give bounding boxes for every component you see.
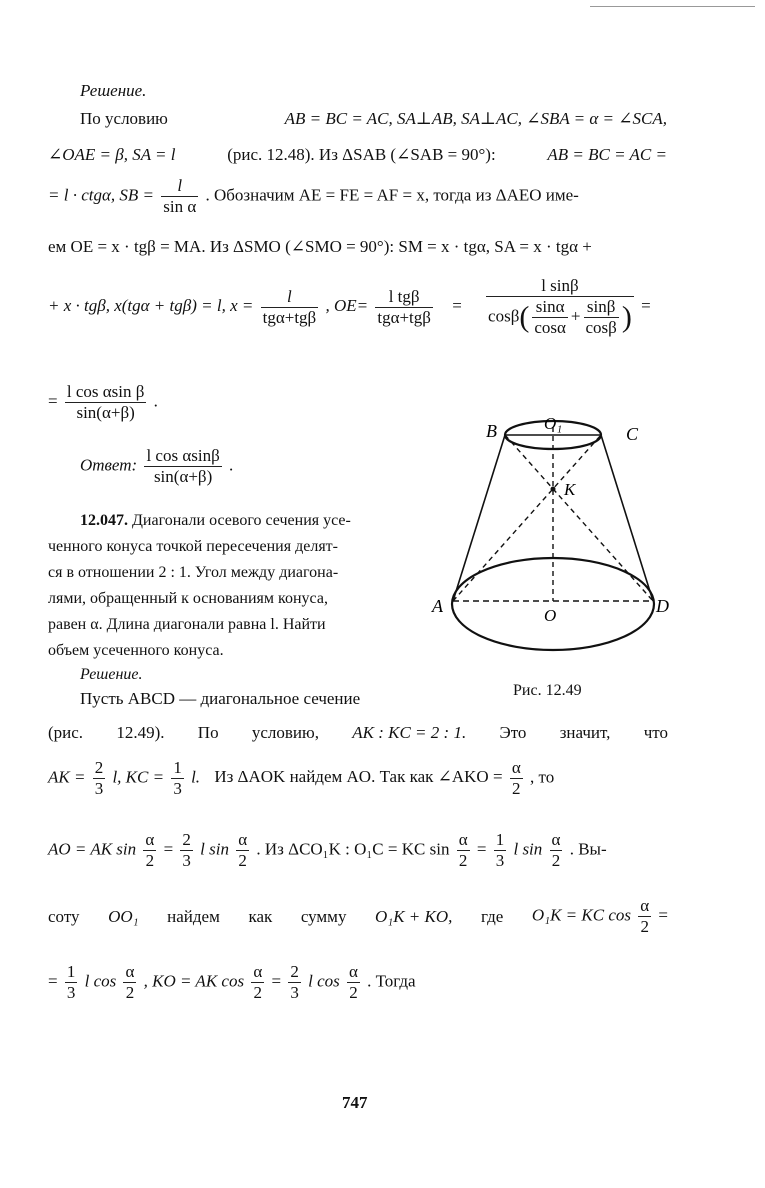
fraction-numerator: α — [511, 758, 521, 777]
word: (рис. — [48, 723, 84, 742]
fraction-numerator: α — [458, 830, 468, 849]
fraction-denominator: 3 — [173, 779, 182, 798]
text-line-3 — [48, 176, 579, 217]
text-span: . Тогда — [367, 971, 416, 991]
period: . — [153, 391, 158, 411]
fraction-numerator: α — [238, 830, 248, 849]
fraction — [288, 962, 301, 1003]
fraction-denominator: cosβ — [585, 318, 617, 337]
label-B: B — [486, 421, 497, 441]
fraction — [143, 830, 156, 871]
word: условию, — [251, 723, 319, 742]
math-span: AK = — [48, 767, 86, 787]
text-span: , то — [529, 767, 555, 787]
fraction-numerator: α — [125, 962, 135, 981]
label-O1: O₁ — [544, 414, 563, 433]
answer-line — [80, 446, 233, 487]
page-number: 747 — [342, 1093, 368, 1112]
text-span: . Из ΔCO₁K : O₁C = KC sin — [256, 839, 450, 859]
fraction-numerator: sinβ — [584, 297, 619, 318]
word: O₁K + KO, — [375, 906, 453, 926]
word-group — [532, 896, 668, 937]
fraction-denominator: tgα+tgβ — [377, 307, 431, 327]
fraction — [532, 297, 568, 338]
math-span: , KO = AK cos — [143, 971, 245, 991]
word: 12.49). — [116, 723, 165, 742]
fraction — [65, 962, 78, 1003]
fraction-denominator: 2 — [145, 851, 155, 870]
fraction-denominator: 3 — [495, 851, 505, 870]
fraction-numerator: 1 — [173, 758, 182, 777]
fraction-denominator: 2 — [512, 779, 521, 798]
fraction-denominator — [486, 297, 634, 338]
formula-line-6 — [48, 382, 158, 423]
text-line-1 — [80, 108, 667, 130]
fraction — [171, 758, 184, 799]
plus-sign: + — [570, 306, 581, 326]
formula-line-5 — [48, 276, 651, 338]
fraction — [510, 758, 523, 799]
fraction — [347, 962, 360, 1003]
fraction-numerator: l tgβ — [375, 287, 433, 308]
problem-line: ся в отношении 2 : 1. Угол между диагона- — [48, 564, 339, 581]
math-span: l cos — [308, 971, 340, 991]
fraction — [638, 896, 651, 937]
fraction-denominator: sin(α+β) — [153, 467, 213, 486]
equals-sign: = — [658, 905, 668, 925]
solution-line: Пусть ABCD — диагональное сечение — [80, 689, 361, 708]
math-span: AB = BC = AC = — [547, 145, 667, 164]
fraction-numerator: l — [161, 176, 198, 197]
fraction-denominator: 2 — [125, 983, 135, 1002]
word: значит, — [559, 723, 611, 742]
fraction — [457, 830, 470, 871]
math-span: AB = BC = AC, SA⊥AB, SA⊥AC, ∠SBA = α = ∠SCA, — [284, 109, 667, 128]
math-span: = l · ctgα, SB = — [48, 185, 154, 205]
fraction-numerator: α — [348, 962, 358, 981]
equals-sign: = — [452, 295, 462, 315]
fraction-denominator: sin(α+β) — [76, 403, 135, 422]
text-span: По условию — [80, 109, 168, 128]
math-span: l cos — [84, 971, 117, 991]
fraction-numerator: 2 — [94, 758, 104, 777]
fraction — [123, 962, 136, 1003]
fraction-numerator: 2 — [182, 830, 191, 849]
fraction — [236, 830, 249, 871]
paren-close: ) — [621, 300, 632, 334]
word: что — [643, 723, 668, 742]
label-A: A — [432, 596, 443, 616]
point-K — [551, 487, 556, 492]
text-span: Из ΔAOK найдем AO. Так как ∠AKO = — [214, 767, 503, 787]
fraction-denominator: 3 — [66, 983, 76, 1002]
fraction — [584, 297, 619, 338]
fraction — [65, 382, 147, 423]
label-K: K — [564, 480, 576, 499]
fraction-denominator: 2 — [349, 983, 358, 1002]
fraction — [93, 758, 106, 799]
formula-line — [48, 758, 554, 799]
fraction-numerator: l cos αsin β — [66, 382, 145, 401]
fraction-denominator: 3 — [182, 851, 191, 870]
fraction — [375, 287, 433, 328]
fraction-numerator: 2 — [290, 962, 299, 981]
solution-heading: Решение. — [80, 81, 147, 100]
fraction-denominator: 2 — [253, 983, 263, 1002]
fraction-denominator: 2 — [458, 851, 468, 870]
fraction-denominator: 2 — [640, 917, 649, 936]
word: где — [480, 906, 504, 926]
text-span: . Обозначим AE = FE = AF = x, тогда из ΔAEO име- — [205, 185, 579, 205]
fraction-numerator: l cos αsinβ — [146, 446, 220, 465]
fraction-numerator: l sinβ — [486, 276, 634, 297]
frustum-figure — [420, 405, 690, 665]
equals-sign: = — [163, 839, 174, 859]
solution-heading: Решение. — [80, 666, 143, 683]
word: найдем — [167, 906, 220, 926]
fraction-denominator: 2 — [238, 851, 247, 870]
fraction-denominator: tgα+tgβ — [262, 307, 317, 327]
math-span: , OE= — [325, 295, 369, 315]
label-C: C — [626, 424, 639, 444]
justified-words — [48, 896, 668, 937]
solution-line — [48, 722, 668, 744]
word: O₁K = KC cos — [531, 905, 631, 925]
equals-sign: = — [476, 839, 487, 859]
answer-label: Ответ: — [80, 455, 138, 475]
fraction-denominator: 3 — [290, 983, 299, 1002]
fraction — [180, 830, 193, 871]
math-span: ∠OAE = β, SA = l — [48, 145, 176, 164]
math-span: + x · tgβ, x(tgα + tgβ) = l, x = — [48, 295, 254, 315]
problem-line: объем усеченного конуса. — [48, 642, 224, 659]
equals-sign: = — [48, 971, 58, 991]
fraction-numerator: 1 — [66, 962, 76, 981]
scan-edge-line — [590, 6, 755, 7]
compound-fraction — [486, 276, 634, 338]
fraction — [251, 962, 264, 1003]
word: AK : KC = 2 : 1. — [352, 723, 467, 742]
period: . — [228, 455, 234, 475]
fraction — [494, 830, 507, 871]
math-span: l sin — [513, 839, 543, 859]
fraction-numerator: α — [145, 830, 155, 849]
word: как — [248, 906, 273, 926]
fraction-numerator: l — [261, 287, 319, 308]
left-generatrix — [453, 435, 505, 601]
formula-line — [48, 962, 416, 1003]
word: По — [197, 723, 219, 742]
math-span: l. — [191, 767, 201, 787]
word: соту — [48, 906, 80, 926]
formula-line — [48, 830, 607, 871]
paren-open: ( — [519, 300, 530, 334]
text-line-4: ем OE = x · tgβ = MA. Из ΔSMO (∠SMO = 90°): SM = x · tgα, SA = x · tgα + — [48, 237, 592, 256]
text-span: . Вы- — [569, 839, 607, 859]
math-span: AO = AK sin — [48, 839, 137, 859]
fraction-numerator: α — [551, 830, 561, 849]
fraction-numerator: sinα — [532, 297, 568, 318]
formula-line — [48, 896, 668, 937]
text-line-2 — [48, 144, 667, 166]
answer-fraction — [144, 446, 221, 487]
math-span: l sin — [200, 839, 229, 859]
label-D: D — [656, 596, 669, 616]
equals-sign: = — [271, 971, 282, 991]
fraction-numerator: α — [640, 896, 650, 915]
problem-text: Диагонали осевого сечения усе- — [132, 512, 351, 529]
math-span: l, KC = — [112, 767, 165, 787]
word: OO₁ — [108, 906, 139, 926]
fraction-numerator: α — [253, 962, 263, 981]
equals-sign: = — [48, 391, 58, 411]
fraction-denominator: sin α — [163, 197, 197, 216]
fraction-denominator: 3 — [94, 779, 104, 798]
fraction — [261, 287, 319, 328]
text-span: (рис. 12.48). Из ΔSAB (∠SAB = 90°): — [227, 145, 496, 164]
label-O: O — [544, 606, 557, 625]
problem-line — [80, 510, 351, 532]
right-generatrix — [601, 435, 653, 601]
figure-caption: Рис. 12.49 — [513, 682, 582, 699]
fraction-numerator: 1 — [495, 830, 505, 849]
fraction — [161, 176, 198, 217]
fraction-denominator: 2 — [551, 851, 561, 870]
word: сумму — [300, 906, 347, 926]
word: Это — [499, 723, 527, 742]
fraction-denominator: cosα — [534, 318, 566, 337]
problem-line: ченного конуса точкой пересечения делят- — [48, 538, 338, 555]
problem-number: 12.047. — [80, 512, 128, 529]
cos-beta-factor: cosβ — [488, 306, 520, 326]
equals-sign: = — [641, 295, 651, 315]
problem-line: равен α. Длина диагонали равна l. Найти — [48, 616, 326, 633]
justified-words — [48, 722, 668, 744]
problem-line: лями, обращенный к основаниям конуса, — [48, 590, 328, 607]
fraction — [550, 830, 563, 871]
